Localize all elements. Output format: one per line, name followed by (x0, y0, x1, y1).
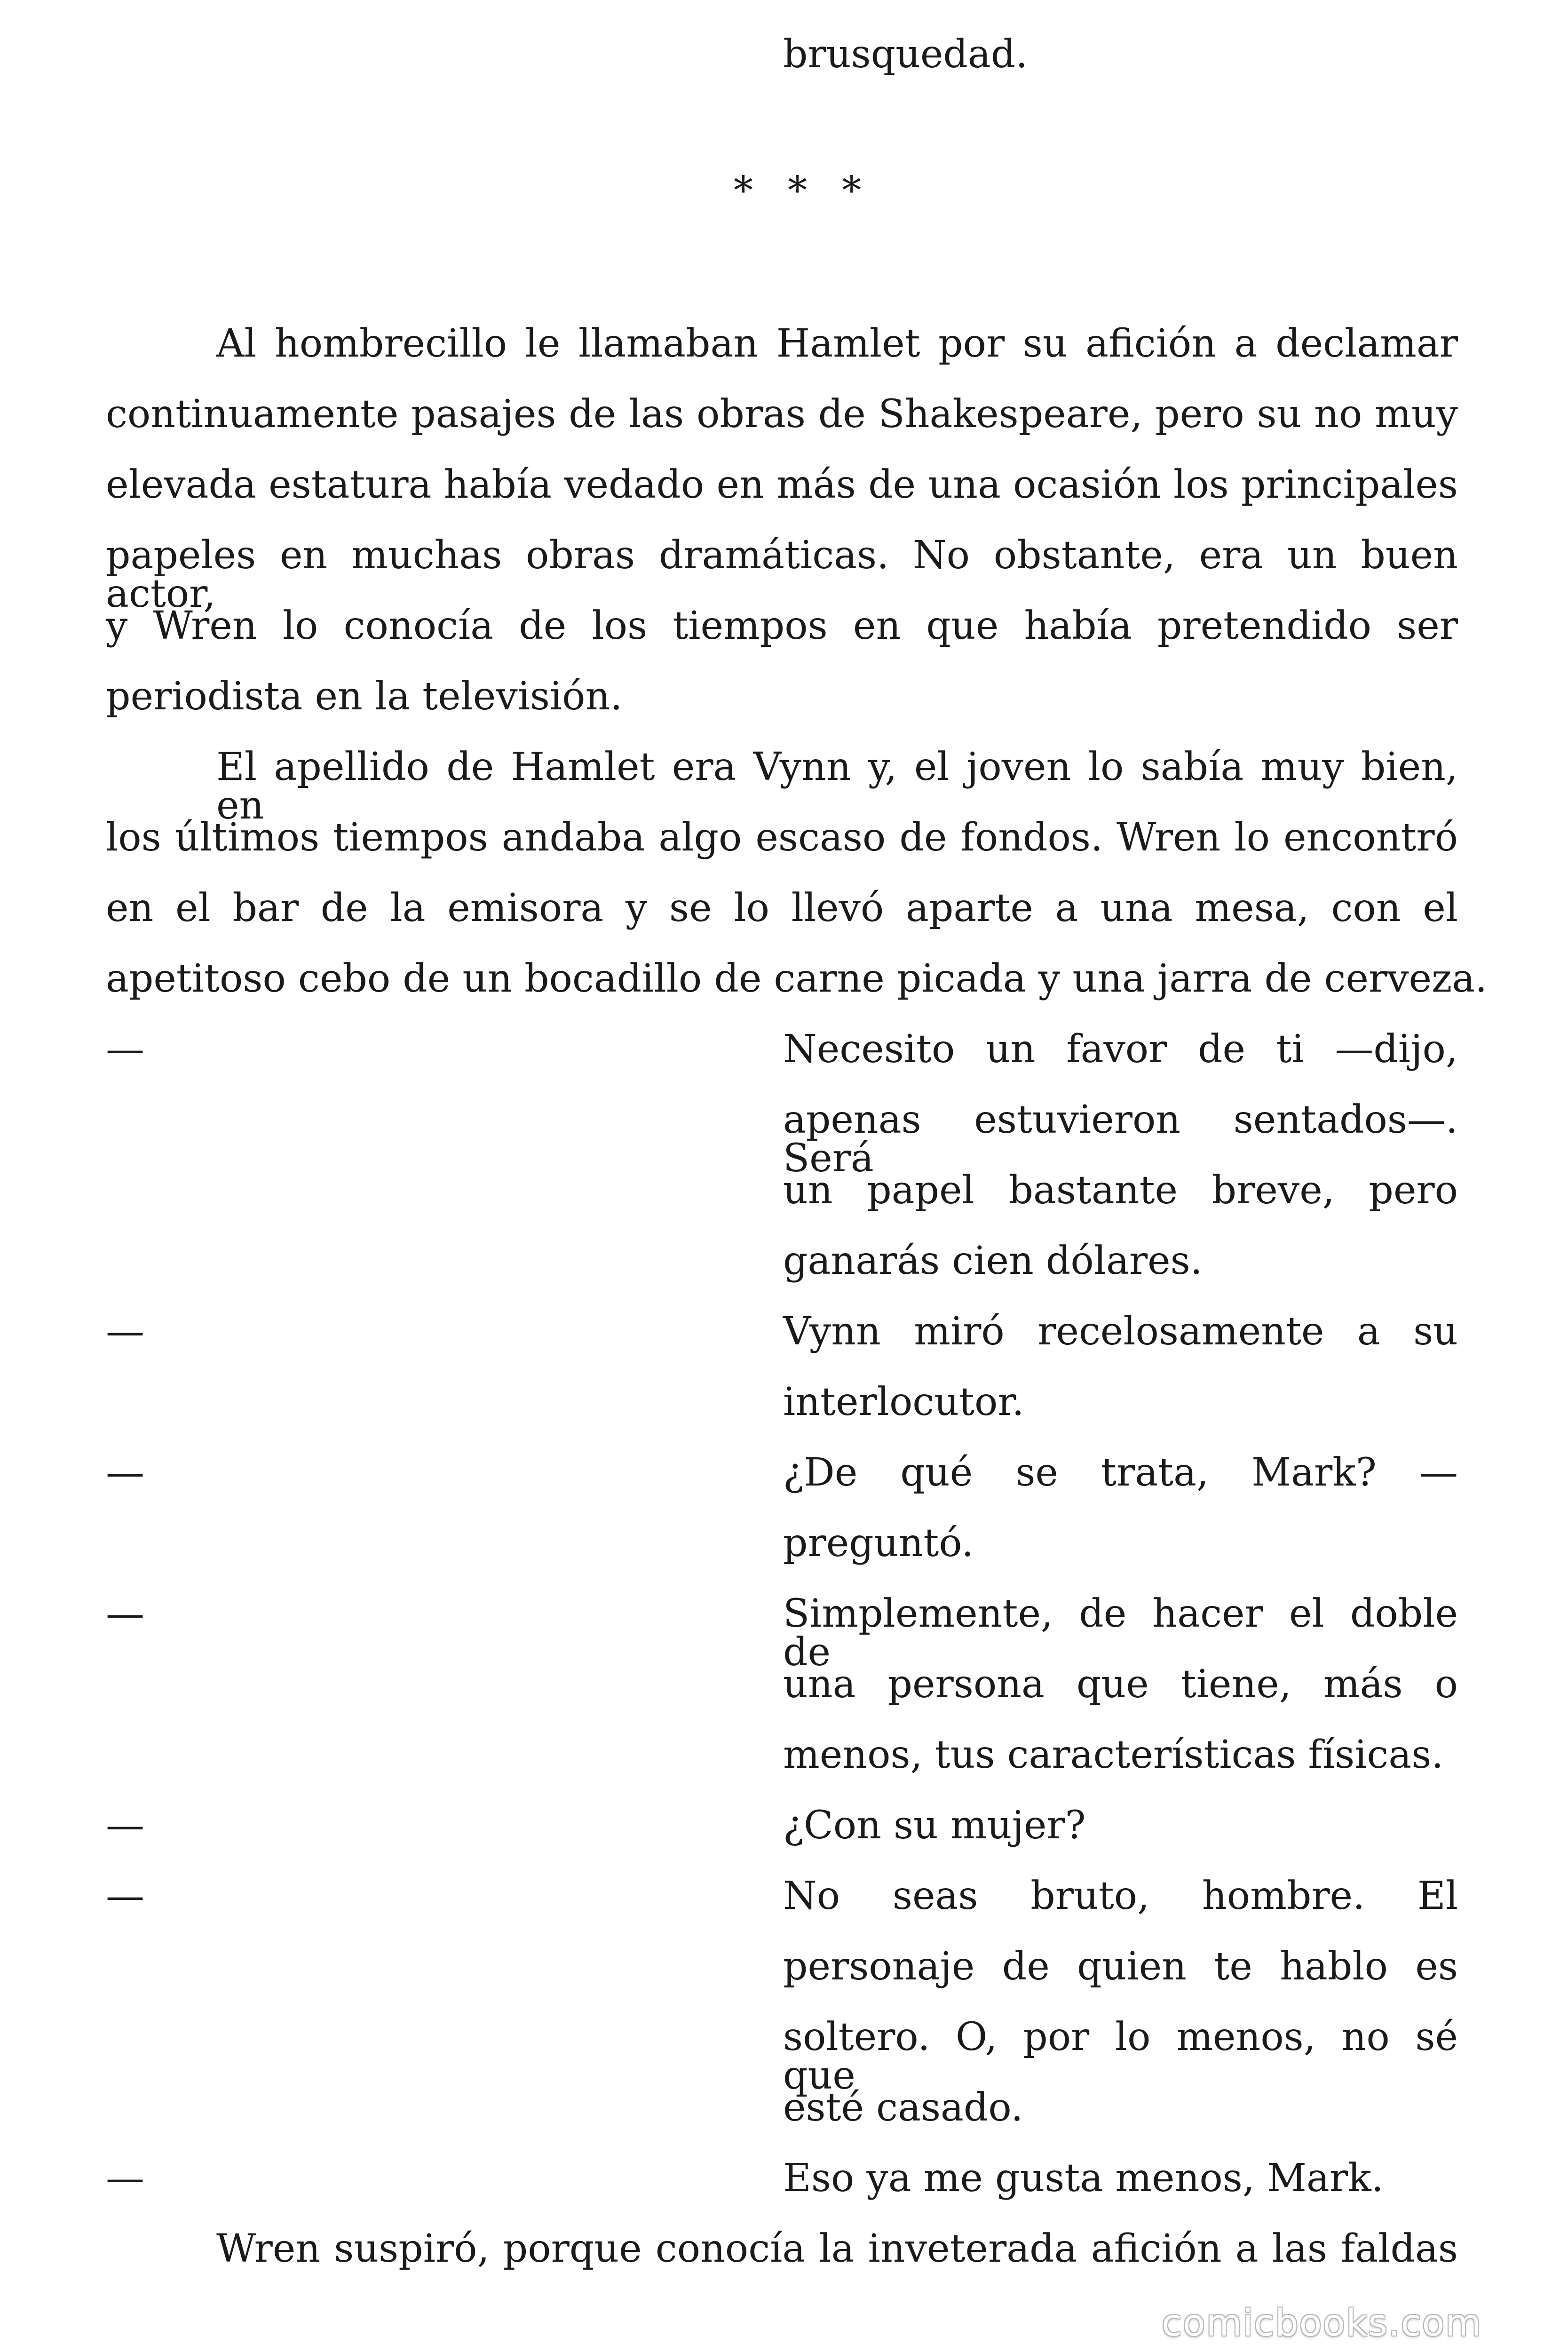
text-line: apetitoso cebo de un bocadillo de carne picada y una jarra de cerveza. (106, 956, 1488, 1001)
dialogue-dash: — (106, 1591, 144, 1636)
paragraph-first-line: Al hombrecillo le llamaban Hamlet por su afición a declamar (216, 321, 1458, 366)
text-line: brusquedad. (783, 32, 1028, 77)
dialogue-line: esté casado. (783, 2085, 1023, 2130)
text-line: papeles en muchas obras dramáticas. No obstante, era un buen actor, (106, 533, 1458, 616)
dialogue-dash: — (106, 1874, 144, 1918)
dialogue-line: ¿De qué se trata, Mark? — (783, 1450, 1458, 1495)
dialogue-line: apenas estuvieron sentados—. Será (783, 1097, 1458, 1181)
dialogue-line: una persona que tiene, más o (783, 1662, 1458, 1707)
scene-separator: * * * (734, 168, 873, 213)
dialogue-dash: — (106, 1027, 144, 1072)
dialogue-dash: — (106, 1309, 144, 1354)
dialogue-dash: — (106, 1450, 144, 1495)
text-line: continuamente pasajes de las obras de Shakespeare, pero su no muy (106, 392, 1458, 437)
dialogue-line: Vynn miró recelosamente a su (783, 1309, 1458, 1354)
dialogue-line: Eso ya me gusta menos, Mark. (783, 2156, 1384, 2201)
text-line: elevada estatura había vedado en más de una ocasión los principales (106, 462, 1458, 507)
dialogue-line: ¿Con su mujer? (783, 1803, 1086, 1848)
dialogue-line: menos, tus características físicas. (783, 1732, 1444, 1777)
dialogue-line: soltero. O, por lo menos, no sé que (783, 2015, 1458, 2098)
paragraph-first-line: El apellido de Hamlet era Vynn y, el joven lo sabía muy bien, en (216, 745, 1458, 828)
dialogue-line: ganarás cien dólares. (783, 1239, 1203, 1283)
text-line: y Wren lo conocía de los tiempos en que había pretendido ser (106, 604, 1458, 648)
text-line: en el bar de la emisora y se lo llevó aparte a una mesa, con el (106, 886, 1458, 930)
dialogue-line: personaje de quien te hablo es (783, 1944, 1458, 1989)
dialogue-line: preguntó. (783, 1521, 974, 1565)
dialogue-line: interlocutor. (783, 1380, 1024, 1424)
paragraph-first-line: Wren suspiró, porque conocía la inveterada afición a las faldas (216, 2226, 1458, 2271)
text-line: periodista en la televisión. (106, 674, 623, 719)
dialogue-dash: — (106, 2156, 144, 2201)
dialogue-line: un papel bastante breve, pero (783, 1168, 1458, 1213)
dialogue-dash: — (106, 1803, 144, 1848)
watermark-text: comicbooks.com (1162, 2302, 1482, 2344)
dialogue-line: Necesito un favor de ti —dijo, (783, 1027, 1458, 1072)
dialogue-line: Simplemente, de hacer el doble de (783, 1591, 1458, 1675)
dialogue-line: No seas bruto, hombre. El (783, 1874, 1458, 1918)
text-line: los últimos tiempos andaba algo escaso de fondos. Wren lo encontró (106, 815, 1458, 860)
